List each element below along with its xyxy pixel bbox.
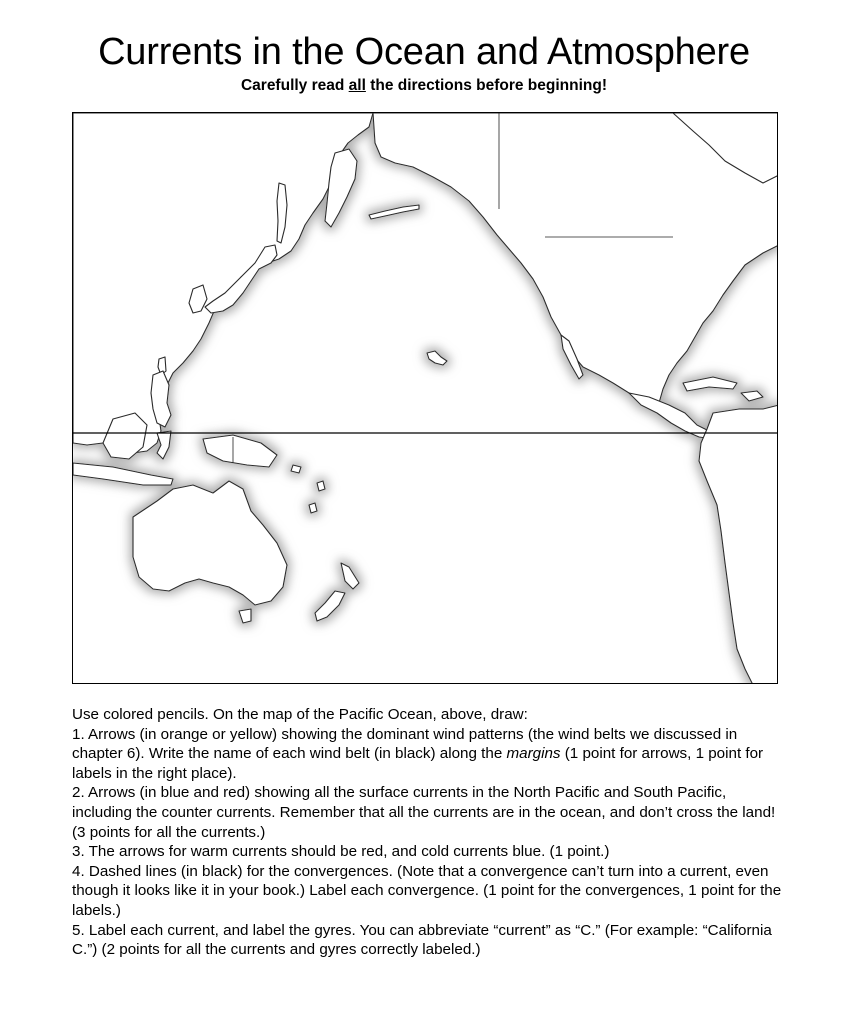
instruction-item-1-emphasis: margins bbox=[506, 745, 561, 763]
instructions-intro: Use colored pencils. On the map of the Pacific Ocean, above, draw: bbox=[72, 706, 528, 723]
java-island bbox=[73, 463, 173, 485]
cuba-island bbox=[683, 377, 737, 391]
australia-continent bbox=[133, 481, 287, 605]
subtitle-text-end: the directions before beginning! bbox=[365, 77, 608, 94]
hawaiian-islands bbox=[427, 351, 447, 365]
new-zealand-north-island bbox=[341, 563, 359, 589]
fiji-islands bbox=[317, 481, 325, 491]
new-caledonia-island bbox=[291, 465, 301, 473]
tasmania-island bbox=[239, 609, 251, 623]
pacific-map bbox=[72, 112, 778, 684]
instructions-block bbox=[72, 705, 782, 960]
instruction-item-5: 5. Label each current, and label the gyres. You can abbreviate “current” as “C.” (For example: “California C.”) (2 points for all the currents and gyres correctly labeled.) bbox=[72, 921, 772, 959]
sulawesi-island bbox=[157, 431, 171, 459]
pacific-map-drawing bbox=[73, 113, 778, 684]
instruction-item-2: 2. Arrows (in blue and red) showing all the surface currents in the North Pacific and South Pacific, including the counter currents. Remember that all the currents are in the ocean, and don’t cross the land! (3 points for all the currents.) bbox=[72, 784, 776, 841]
instruction-item-1-start: 1. Arrows (in orange or yellow) showing the dominant wind patterns (the wind belts we discussed in chapter 6). Write the name of each wind belt (in black) along the bbox=[72, 725, 738, 763]
hispaniola-island bbox=[741, 391, 763, 401]
vanuatu-islands bbox=[309, 503, 317, 513]
instruction-item-1 bbox=[72, 725, 782, 784]
instruction-item-1-end: (1 point for arrows, 1 point for labels in the right place). bbox=[72, 745, 764, 782]
new-guinea-island bbox=[203, 435, 277, 467]
subtitle-emphasis: all bbox=[348, 77, 366, 94]
asia-landmass bbox=[73, 113, 373, 453]
aleutian-islands bbox=[369, 205, 419, 219]
new-zealand-south-island bbox=[315, 591, 345, 621]
central-america-isthmus bbox=[629, 393, 713, 439]
instruction-item-3: 3. The arrows for warm currents should be red, and cold currents blue. (1 point.) bbox=[72, 843, 610, 861]
page-subtitle bbox=[0, 76, 848, 96]
instruction-item-4: 4. Dashed lines (in black) for the convergences. (Note that a convergence can’t turn into a current, even though it looks like it in your book.) Label each convergence. (1 point for the convergences, 1 point for the labels.) bbox=[72, 862, 782, 919]
page-title: Currents in the Ocean and Atmosphere bbox=[98, 31, 750, 73]
south-america-landmass bbox=[699, 405, 778, 684]
subtitle-text-start: Carefully read bbox=[240, 77, 349, 94]
